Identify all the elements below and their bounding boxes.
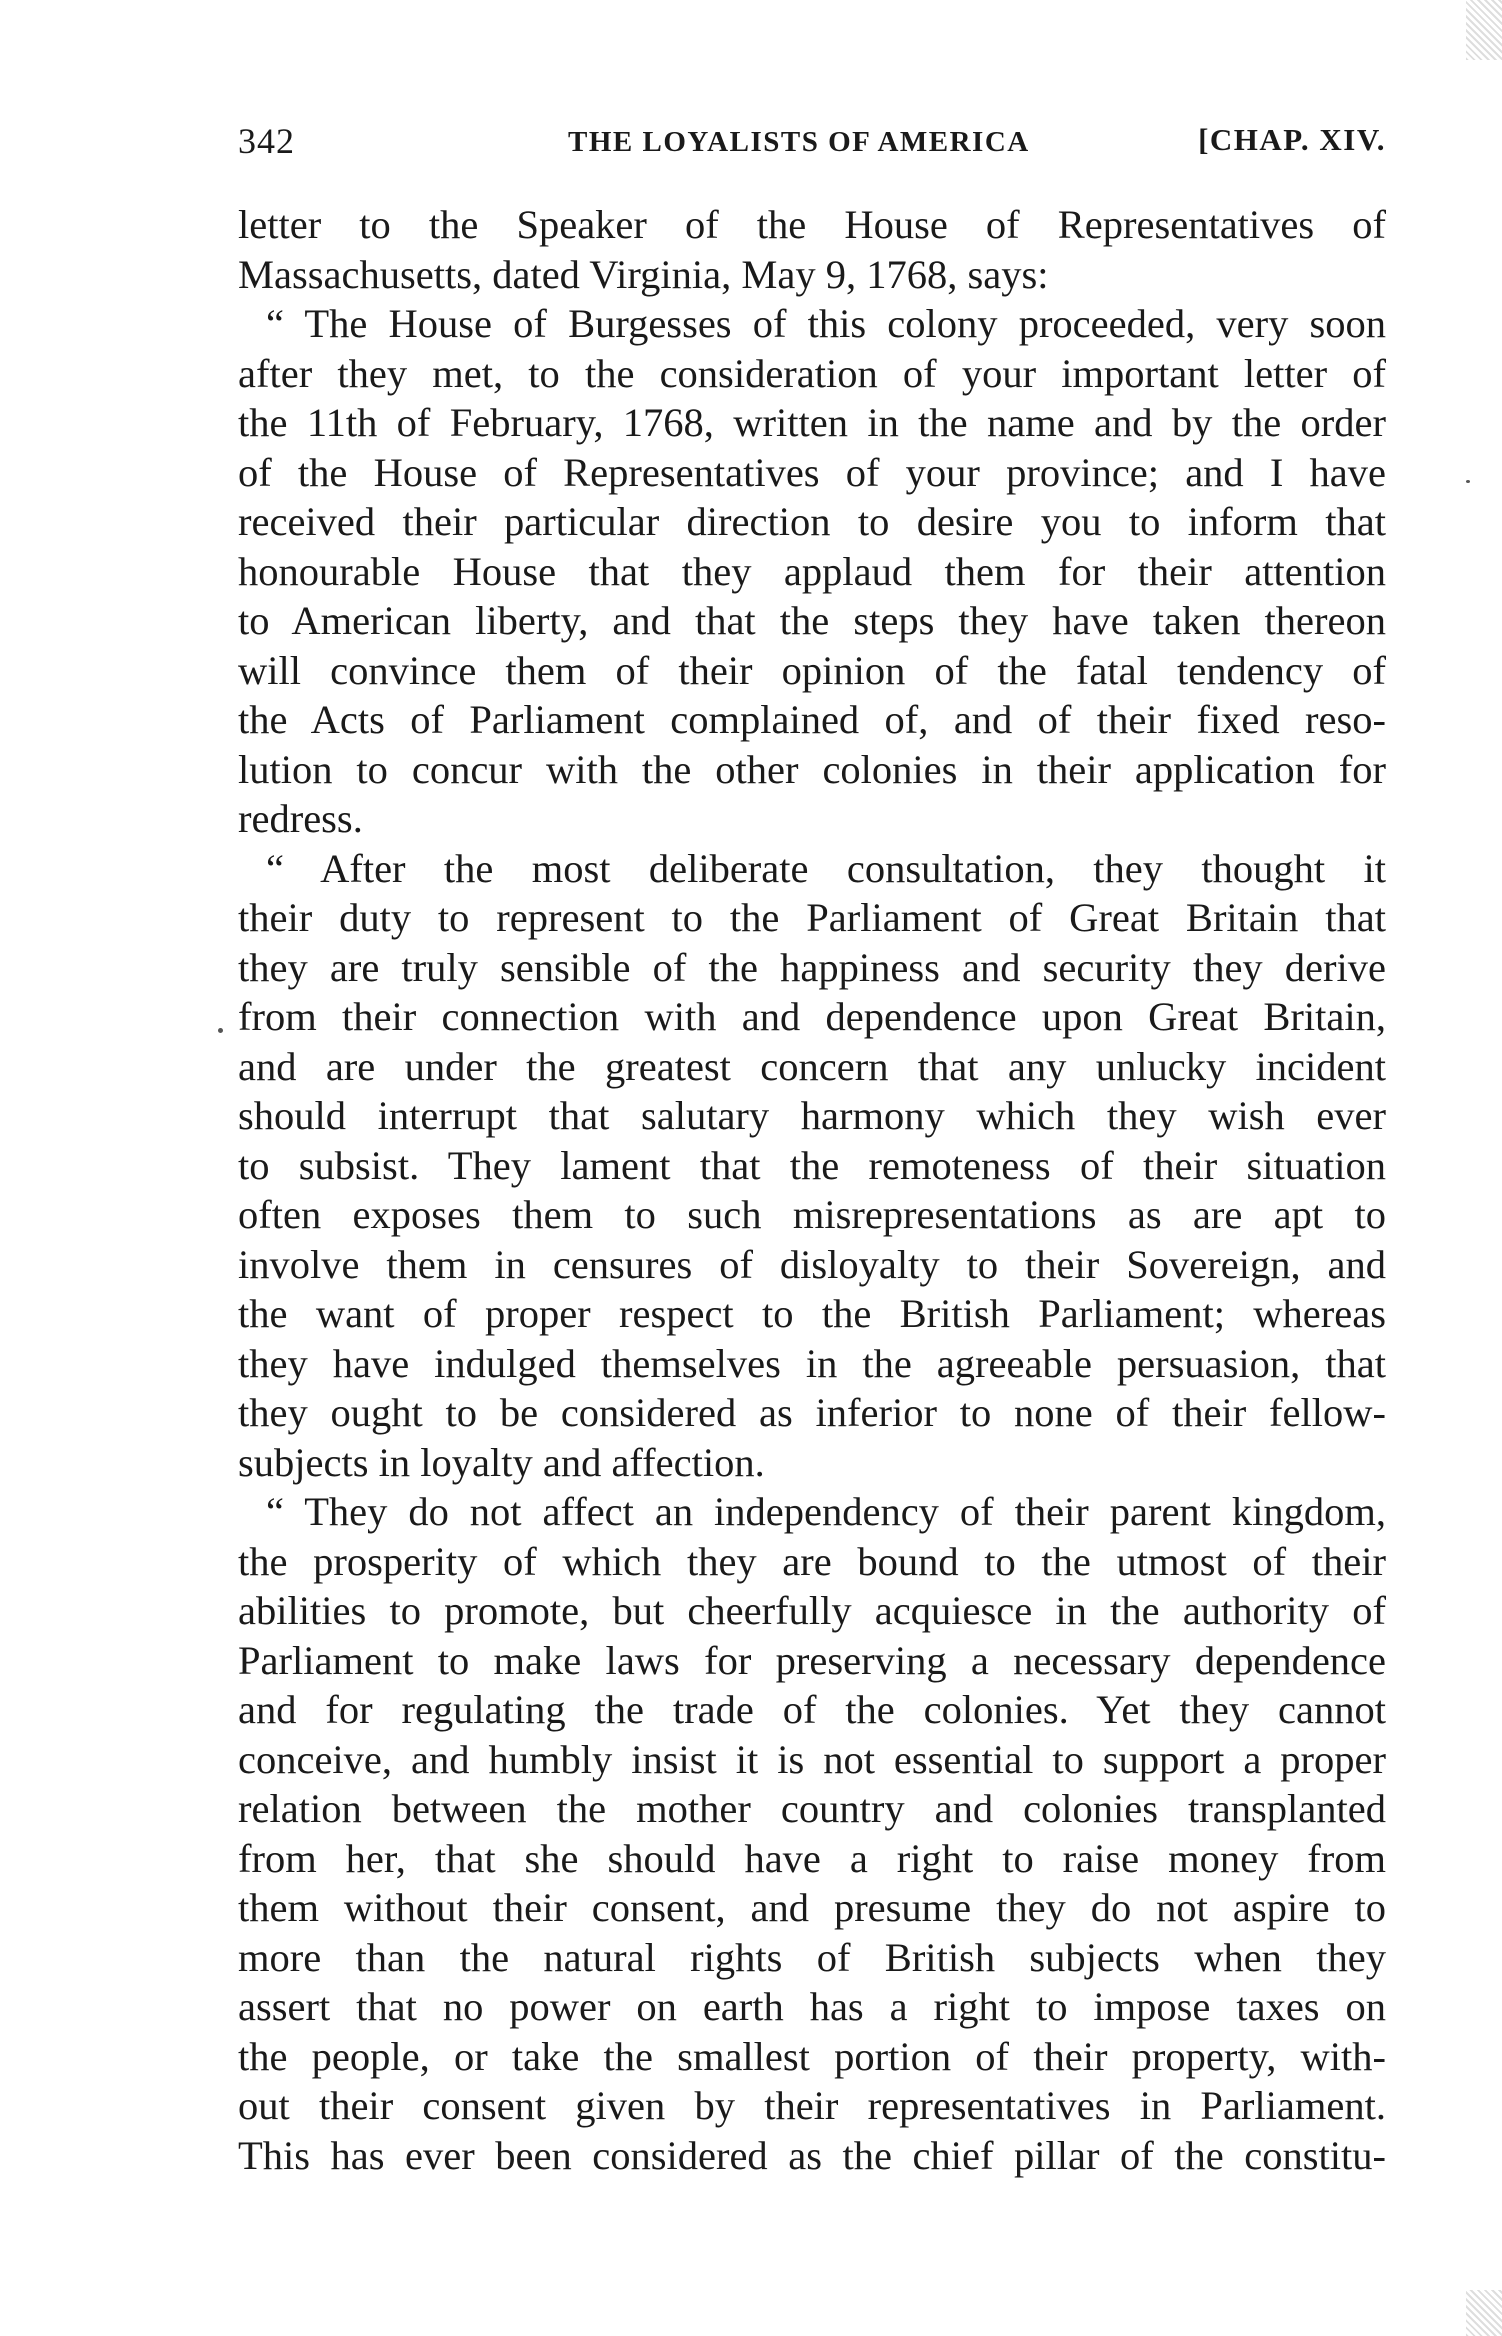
text-line: letter to the Speaker of the House of Representatives of (238, 202, 1386, 247)
paragraph-2 (238, 299, 1386, 844)
text-line: to American liberty, and that the steps they have taken thereon (238, 598, 1386, 643)
scan-speck (1466, 480, 1470, 483)
running-title: THE LOYALISTS OF AMERICA (568, 126, 1030, 158)
body-text (238, 200, 1386, 2180)
text-line: Parliament to make laws for preserving a necessary dependence (238, 1637, 1386, 1683)
text-line: to subsist. They lament that the remoteness of their situation (238, 1142, 1386, 1188)
text-line: redress. (238, 796, 363, 841)
text-line: assert that no power on earth has a right to impose taxes on (238, 1984, 1386, 2029)
text-line: honourable House that they applaud them for their attention (238, 548, 1386, 594)
text-line: conceive, and humbly insist it is not essential to support a proper (238, 1736, 1386, 1782)
text-line: lution to concur with the other colonies in their application for (238, 746, 1386, 792)
paragraph-3 (238, 844, 1386, 1488)
text-line: abilities to promote, but cheerfully acquiesce in the authority of (238, 1588, 1386, 1633)
text-line: often exposes them to such misrepresentations as are apt to (238, 1192, 1386, 1237)
text-line: more than the natural rights of British subjects when they (238, 1934, 1386, 1980)
paragraph-4 (238, 1487, 1386, 2180)
text-line: of the House of Representatives of your province; and I have (238, 449, 1386, 495)
text-line: after they met, to the consideration of your important letter of (238, 350, 1386, 396)
text-line: out their consent given by their representatives in Parliament. (238, 2083, 1386, 2128)
text-line: and for regulating the trade of the colonies. Yet they cannot (238, 1687, 1386, 1732)
chapter-reference: [CHAP. XIV. (1198, 122, 1386, 157)
text-line: relation between the mother country and colonies transplanted (238, 1786, 1386, 1831)
text-line: they are truly sensible of the happiness and security they derive (238, 944, 1386, 990)
text-line: the people, or take the smallest portion of their property, with- (238, 2033, 1386, 2079)
text-line: received their particular direction to desire you to inform that (238, 499, 1386, 544)
text-line: they have indulged themselves in the agreeable persuasion, that (238, 1340, 1386, 1386)
text-line: and are under the greatest concern that any unlucky incident (238, 1043, 1386, 1089)
text-line: should interrupt that salutary harmony which they wish ever (238, 1093, 1386, 1138)
page-number: 342 (238, 121, 295, 161)
text-line: the 11th of February, 1768, written in the name and by the order (238, 400, 1386, 445)
text-line: “ They do not affect an independency of their parent kingdom, (266, 1489, 1386, 1534)
text-line: “ After the most deliberate consultation, they thought it (266, 845, 1386, 891)
text-line: will convince them of their opinion of the fatal tendency of (238, 647, 1386, 693)
text-line: they ought to be considered as inferior to none of their fellow- (238, 1390, 1386, 1435)
page-header (238, 118, 1386, 168)
text-line: the prosperity of which they are bound to the utmost of their (238, 1538, 1386, 1584)
text-line: from their connection with and dependence upon Great Britain, (238, 994, 1386, 1039)
text-line: their duty to represent to the Parliament of Great Britain that (238, 895, 1386, 940)
text-line: Massachusetts, dated Virginia, May 9, 1768, says: (238, 251, 1049, 297)
text-line: the Acts of Parliament complained of, and of their fixed reso- (238, 697, 1386, 742)
text-line: This has ever been considered as the chief pillar of the constitu- (238, 2132, 1386, 2178)
scan-artifact-top-right (1466, 0, 1502, 60)
text-line: involve them in censures of disloyalty to their Sovereign, and (238, 1241, 1386, 1287)
text-line: the want of proper respect to the British Parliament; whereas (238, 1291, 1386, 1336)
text-line: them without their consent, and presume they do not aspire to (238, 1885, 1386, 1930)
paragraph-1 (238, 200, 1386, 299)
scan-speck (218, 1028, 223, 1033)
text-line: “ The House of Burgesses of this colony proceeded, very soon (266, 301, 1386, 346)
scan-artifact-bottom-right (1466, 2290, 1502, 2336)
text-line: subjects in loyalty and affection. (238, 1439, 765, 1485)
text-line: from her, that she should have a right to raise money from (238, 1835, 1386, 1881)
